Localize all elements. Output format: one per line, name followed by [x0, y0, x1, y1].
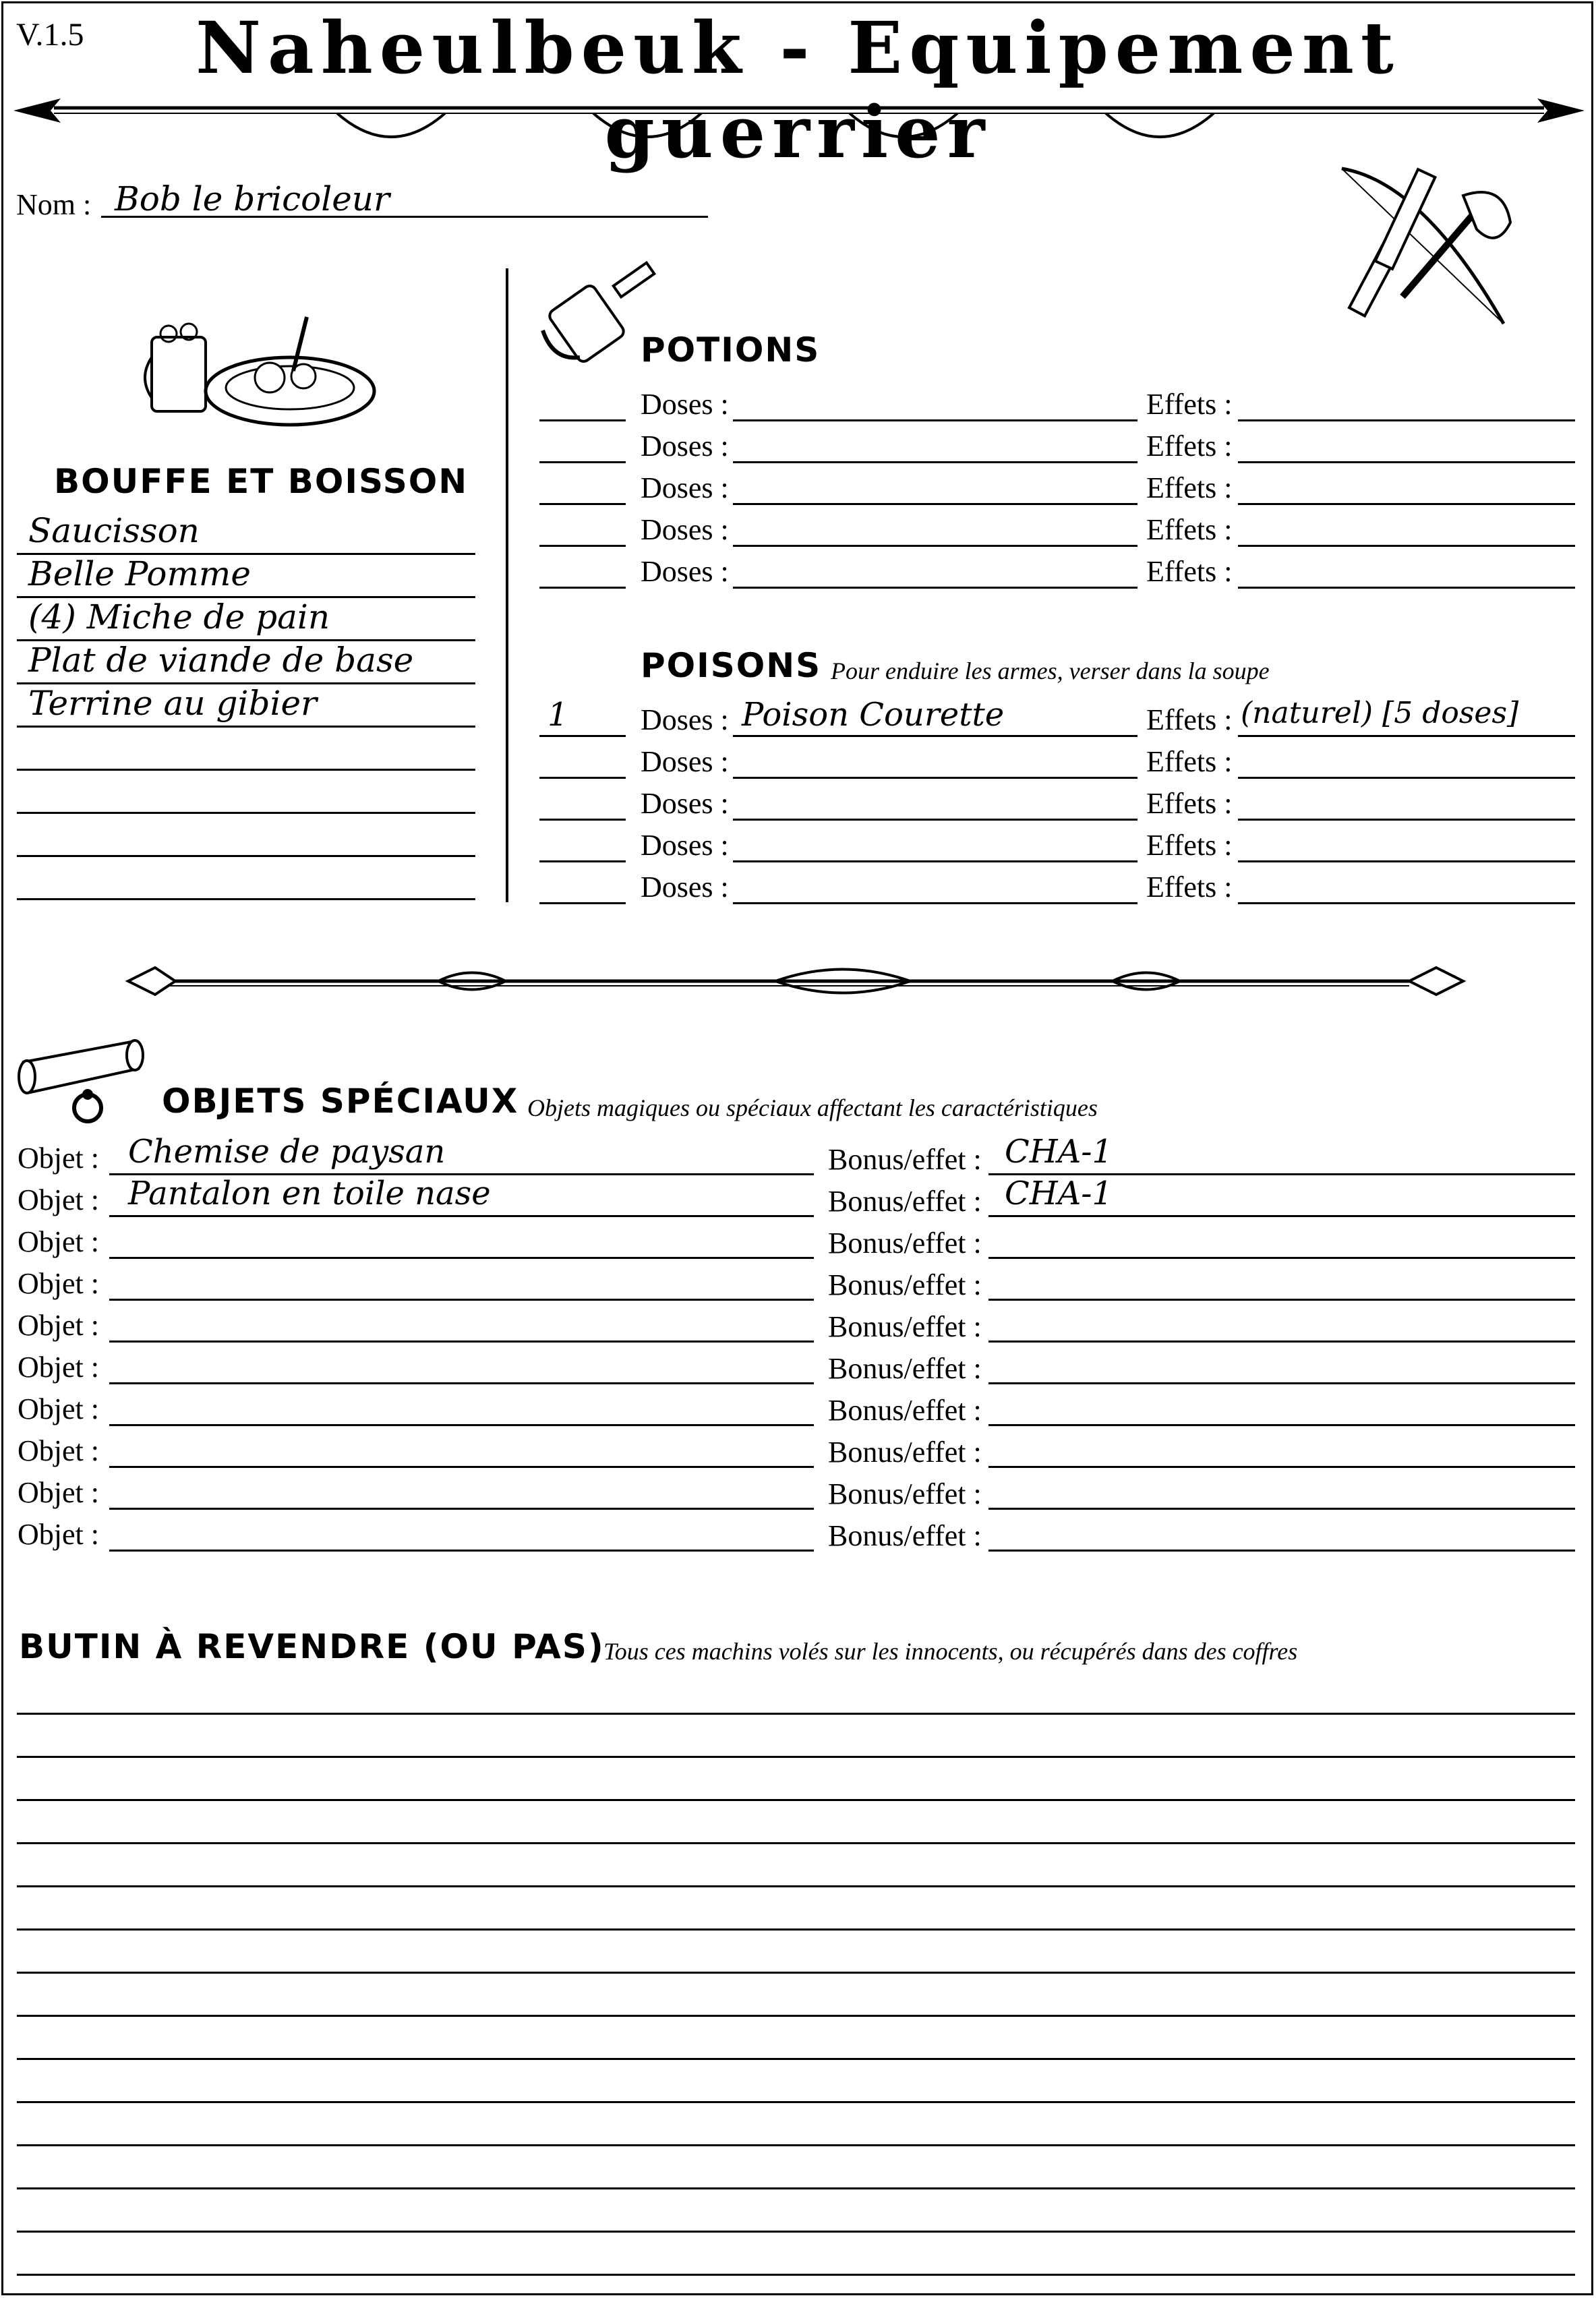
- qty-line: [539, 545, 626, 547]
- bonus-line: [988, 1257, 1575, 1259]
- food-line: [17, 726, 475, 728]
- loot-line[interactable]: [17, 2187, 1575, 2189]
- effects-line: [1238, 819, 1575, 821]
- bonus-label: Bonus/effet :: [828, 1310, 982, 1343]
- qty-line: [539, 587, 626, 589]
- object-line: [109, 1257, 814, 1259]
- object-label: Objet :: [18, 1225, 99, 1258]
- doses-label: Doses :: [641, 829, 729, 862]
- staff-divider-icon: [128, 958, 1463, 1005]
- doses-label: Doses :: [641, 555, 729, 588]
- loot-line[interactable]: [17, 1756, 1575, 1758]
- bonus-label: Bonus/effet :: [828, 1185, 982, 1218]
- effects-label: Effets :: [1146, 787, 1233, 820]
- bonus-label: Bonus/effet :: [828, 1268, 982, 1301]
- object-line: [109, 1466, 814, 1468]
- loot-line[interactable]: [17, 2058, 1575, 2060]
- food-line: [17, 812, 475, 814]
- bonus-line: [988, 1299, 1575, 1301]
- food-line: [17, 898, 475, 900]
- name-label: Nom :: [16, 188, 92, 221]
- bonus-line: [988, 1340, 1575, 1343]
- doses-label: Doses :: [641, 430, 729, 463]
- bonus-field[interactable]: CHA-1: [1005, 1175, 1113, 1212]
- object-label: Objet :: [18, 1309, 99, 1342]
- loot-line[interactable]: [17, 2101, 1575, 2103]
- object-line: [109, 1382, 814, 1384]
- effects-label: Effets :: [1146, 388, 1233, 421]
- qty-line: [539, 419, 626, 421]
- effects-line: [1238, 419, 1575, 421]
- qty-line: [539, 819, 626, 821]
- object-line: [109, 1550, 814, 1552]
- food-title: BOUFFE ET BOISSON: [54, 462, 469, 501]
- loot-line[interactable]: [17, 1928, 1575, 1931]
- object-line: [109, 1299, 814, 1301]
- doses-line: [733, 419, 1137, 421]
- effects-label: Effets :: [1146, 513, 1233, 546]
- bonus-label: Bonus/effet :: [828, 1227, 982, 1260]
- effects-line: [1238, 777, 1575, 779]
- food-item[interactable]: Plat de viande de base: [28, 641, 414, 680]
- weapons-icon: [1328, 155, 1531, 337]
- doses-label: Doses :: [641, 871, 729, 904]
- spear-divider-icon: [13, 86, 1585, 147]
- doses-label: Doses :: [641, 787, 729, 820]
- effects-line: [1238, 503, 1575, 505]
- bonus-label: Bonus/effet :: [828, 1143, 982, 1176]
- loot-line[interactable]: [17, 2144, 1575, 2146]
- bonus-label: Bonus/effet :: [828, 1436, 982, 1469]
- doses-line: [733, 461, 1137, 463]
- doses-label: Doses :: [641, 471, 729, 504]
- column-divider: [506, 268, 508, 902]
- effects-label: Effets :: [1146, 430, 1233, 463]
- doses-field[interactable]: Poison Courette: [742, 696, 1005, 734]
- food-item[interactable]: (4) Miche de pain: [28, 597, 330, 637]
- effects-label: Effets :: [1146, 745, 1233, 778]
- effects-label: Effets :: [1146, 703, 1233, 736]
- loot-line[interactable]: [17, 2015, 1575, 2017]
- effects-line: [1238, 902, 1575, 904]
- bonus-label: Bonus/effet :: [828, 1477, 982, 1510]
- doses-line: [733, 587, 1137, 589]
- doses-line: [733, 819, 1137, 821]
- qty-line: [539, 777, 626, 779]
- effects-label: Effets :: [1146, 555, 1233, 588]
- loot-line[interactable]: [17, 1842, 1575, 1844]
- food-line: [17, 855, 475, 857]
- food-item[interactable]: Terrine au gibier: [28, 684, 317, 723]
- poisons-subtitle: Pour enduire les armes, verser dans la soupe: [831, 657, 1270, 684]
- object-line: [109, 1215, 814, 1217]
- special-subtitle: Objets magiques ou spéciaux affectant les caractéristiques: [527, 1094, 1098, 1121]
- doses-line: [733, 735, 1137, 737]
- food-icon: [138, 303, 381, 432]
- loot-line[interactable]: [17, 1972, 1575, 1974]
- doses-label: Doses :: [641, 513, 729, 546]
- object-line: [109, 1340, 814, 1343]
- food-item[interactable]: Belle Pomme: [28, 554, 251, 593]
- bonus-line: [988, 1466, 1575, 1468]
- loot-subtitle: Tous ces machins volés sur les innocents, ou récupérés dans des coffres: [603, 1638, 1298, 1665]
- object-label: Objet :: [18, 1476, 99, 1509]
- loot-title: BUTIN À REVENDRE (OU PAS): [19, 1627, 605, 1666]
- poisons-title: POISONS: [641, 646, 822, 685]
- qty-line: [539, 461, 626, 463]
- effects-line: [1238, 860, 1575, 862]
- object-field[interactable]: Pantalon en toile nase: [128, 1175, 491, 1212]
- qty-line: [539, 735, 626, 737]
- object-line: [109, 1424, 814, 1426]
- food-item[interactable]: Saucisson: [28, 511, 200, 550]
- qty-field[interactable]: 1: [548, 696, 568, 734]
- doses-line: [733, 545, 1137, 547]
- effects-line: [1238, 461, 1575, 463]
- effects-label: Effets :: [1146, 829, 1233, 862]
- bonus-field[interactable]: CHA-1: [1005, 1133, 1113, 1171]
- loot-line[interactable]: [17, 1799, 1575, 1801]
- bonus-line: [988, 1424, 1575, 1426]
- loot-line[interactable]: [17, 2231, 1575, 2233]
- object-field[interactable]: Chemise de paysan: [128, 1133, 446, 1171]
- effects-line: [1238, 545, 1575, 547]
- qty-line: [539, 902, 626, 904]
- bonus-line: [988, 1382, 1575, 1384]
- doses-label: Doses :: [641, 388, 729, 421]
- loot-line[interactable]: [17, 1885, 1575, 1887]
- scroll-ring-icon: [17, 1028, 152, 1129]
- object-label: Objet :: [18, 1267, 99, 1300]
- bonus-line: [988, 1508, 1575, 1510]
- name-field[interactable]: Bob le bricoleur: [115, 179, 390, 218]
- doses-line: [733, 860, 1137, 862]
- version-label: V.1.5: [16, 17, 84, 53]
- bonus-label: Bonus/effet :: [828, 1352, 982, 1385]
- object-line: [109, 1508, 814, 1510]
- doses-line: [733, 902, 1137, 904]
- object-label: Objet :: [18, 1183, 99, 1216]
- loot-line[interactable]: [17, 2274, 1575, 2276]
- loot-line[interactable]: [17, 1713, 1575, 1715]
- object-label: Objet :: [18, 1434, 99, 1467]
- object-label: Objet :: [18, 1142, 99, 1175]
- effects-label: Effets :: [1146, 871, 1233, 904]
- doses-label: Doses :: [641, 745, 729, 778]
- qty-line: [539, 860, 626, 862]
- object-label: Objet :: [18, 1351, 99, 1384]
- effects-field[interactable]: (naturel) [5 doses]: [1241, 696, 1519, 730]
- doses-line: [733, 777, 1137, 779]
- effects-label: Effets :: [1146, 471, 1233, 504]
- food-line: [17, 769, 475, 771]
- effects-line: [1238, 735, 1575, 737]
- object-label: Objet :: [18, 1518, 99, 1551]
- page-title: Naheulbeuk - Equipement guerrier: [196, 5, 1400, 174]
- doses-label: Doses :: [641, 703, 729, 736]
- doses-line: [733, 503, 1137, 505]
- qty-line: [539, 503, 626, 505]
- effects-line: [1238, 587, 1575, 589]
- bonus-line: [988, 1550, 1575, 1552]
- bonus-label: Bonus/effet :: [828, 1519, 982, 1552]
- bonus-label: Bonus/effet :: [828, 1394, 982, 1427]
- potions-title: POTIONS: [641, 330, 821, 370]
- object-label: Objet :: [18, 1392, 99, 1425]
- bonus-line: [988, 1215, 1575, 1217]
- special-title: OBJETS SPÉCIAUX: [162, 1082, 519, 1121]
